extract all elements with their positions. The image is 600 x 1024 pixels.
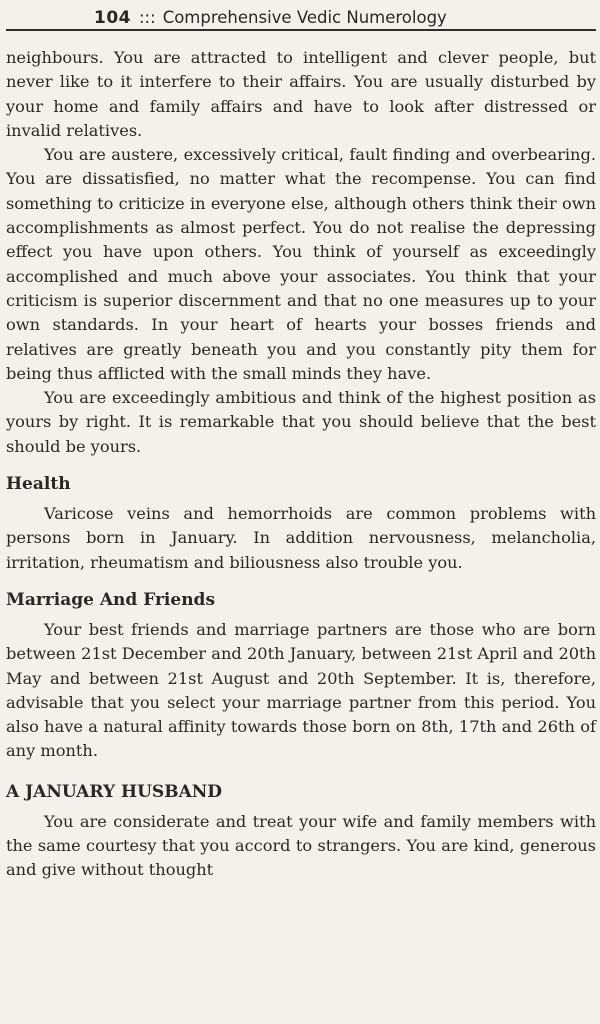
header-separator: ::: — [139, 8, 156, 27]
ambition-paragraph: You are exceedingly ambitious and think of the highest position as yours by right. It is remarkable that you should believe that the best should be yours. — [6, 388, 596, 456]
book-title: Comprehensive Vedic Numerology — [162, 8, 447, 27]
health-heading: Health — [6, 474, 71, 495]
marriage-friends-paragraph: Your best friends and marriage partners are those who are born between 21st December and 20th January, between 21st April and 20th May and between 21st August and 20th September. It is, therefore, advisable that you select your marriage partner from this period. You also have a natural affinity towards those born on 8th, 17th and 26th of any month. — [6, 619, 596, 761]
running-header — [6, 0, 596, 31]
health-paragraph: Varicose veins and hemorrhoids are common problems with persons born in January. In addition nervousness, melancholia, irritation, rheumatism and biliousness also trouble you. — [6, 504, 596, 572]
january-husband-heading: A JANUARY HUSBAND — [6, 781, 223, 802]
january-husband-paragraph: You are considerate and treat your wife and family members with the same courtesy that you accord to strangers. You are kind, generous and give without thought — [6, 811, 596, 880]
marriage-friends-heading: Marriage And Friends — [6, 589, 216, 610]
critical-nature-paragraph: You are austere, excessively critical, fault finding and overbearing. You are dissatisfied, no matter what the recompense. You can find something to criticize in everyone else, although others think their own accomplishments as almost perfect. You do not realise the depressing effect you have upon others. You think of yourself as exceedingly accomplished and much above your associates. You think that your criticism is superior discernment and that no one measures up to your own standards. In your heart of hearts your bosses friends and relatives are greatly beneath you and you constantly pity them for being thus afflicted with the small minds they have. — [6, 145, 596, 383]
continued-paragraph: neighbours. You are attracted to intelligent and clever people, but never like to it interfere to their affairs. You are usually disturbed by your home and family affairs and have to look after distressed or invalid relatives. — [6, 48, 596, 140]
page-number: 104 — [94, 8, 131, 28]
